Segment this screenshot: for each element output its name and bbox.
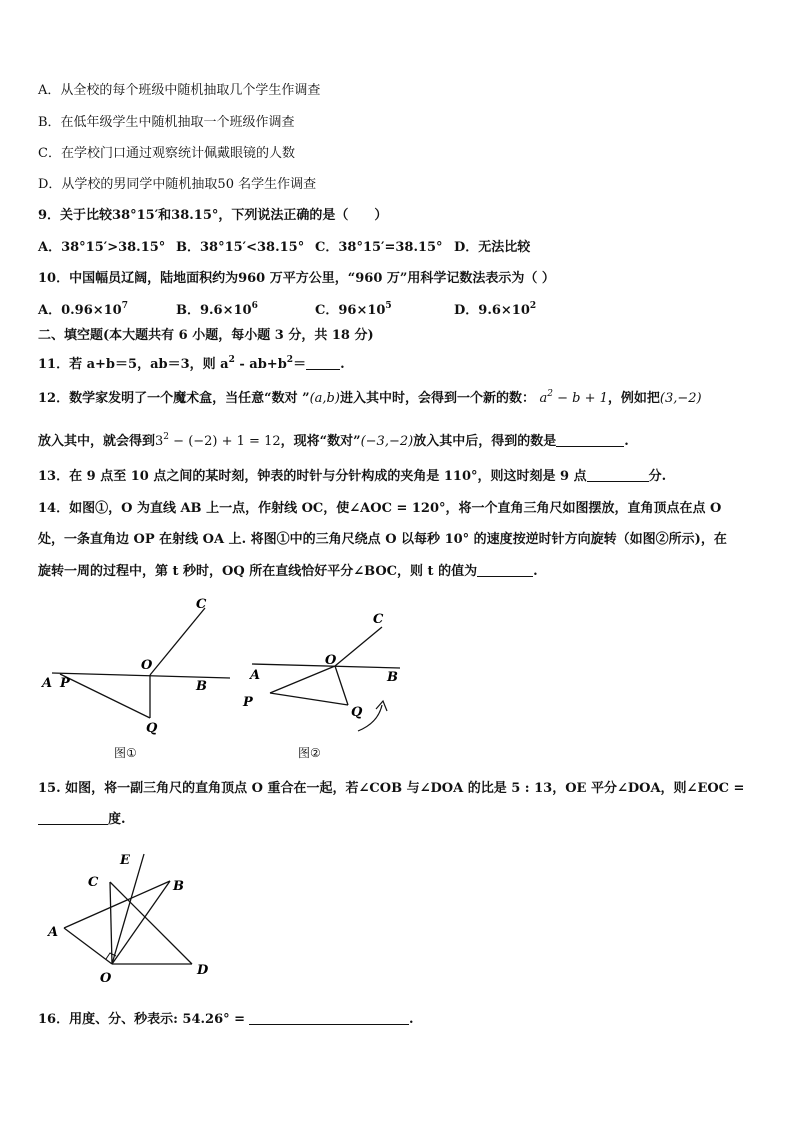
q9-option-b: B．38°15′<38.15° bbox=[176, 240, 305, 255]
fig15-label-c: C bbox=[88, 875, 99, 890]
fig15-label-o: O bbox=[100, 971, 112, 983]
q13-answer-blank[interactable] bbox=[587, 467, 649, 482]
fig2-label-q: Q bbox=[351, 705, 363, 720]
q9-option-a: A．38°15′>38.15° bbox=[38, 240, 166, 255]
fig2-label-a: A bbox=[250, 668, 261, 683]
q9-option-c: C．38°15′=38.15° bbox=[315, 240, 443, 255]
q10-option-a: A．$0.96\times 10^7$ bbox=[38, 301, 128, 318]
fig2-label-o: O bbox=[325, 653, 337, 668]
fig1-label-p: P bbox=[60, 676, 70, 691]
q14-line1: 14．如图①，O 为直线 AB 上一点，作射线 OC，使∠AOC = 120°，将一个直角三角尺如图摆放，直角顶点在点 O bbox=[38, 501, 722, 516]
fig2-label-c: C bbox=[373, 612, 384, 627]
q8-option-d: D．从学校的男同学中随机抽取50 名学生作调查 bbox=[38, 177, 317, 192]
fig15-label-a: A bbox=[48, 925, 59, 940]
q10-option-d: D．$9.6\times 10^2$ bbox=[454, 301, 537, 318]
q15-line1: 15. 如图，将一副三角尺的直角顶点 O 重合在一起，若∠COB 与∠DOA 的比是 5 : 13，OE 平分∠DOA，则∠EOC = bbox=[38, 781, 745, 796]
q8-option-c: C．在学校门口通过观察统计佩戴眼镜的人数 bbox=[38, 146, 295, 161]
fig1-label-c: C bbox=[196, 597, 207, 612]
q12-line1: 12．数学家发明了一个魔术盒，当任意“数对 ”(a,b)进入其中时，会得到一个新的数： $a^2 - b + 1$，例如把(3,−2) bbox=[38, 389, 702, 406]
q15-answer-blank[interactable] bbox=[38, 810, 108, 825]
q9-option-d: D．无法比较 bbox=[454, 240, 531, 255]
q8-option-a: A．从全校的每个班级中随机抽取几个学生作调查 bbox=[38, 83, 321, 98]
fig1-label-o: O bbox=[141, 658, 153, 673]
fig1-label-a: A bbox=[42, 676, 53, 691]
fig2-label-p: P bbox=[243, 695, 253, 710]
q14-answer-blank[interactable] bbox=[477, 562, 533, 577]
q14-line2: 处，一条直角边 OP 在射线 OA 上. 将图①中的三角尺绕点 O 以每秒 10° 的速度按逆时针方向旋转（如图②所示)，在 bbox=[38, 532, 727, 547]
q9-stem: 9．关于比较38°15′和38.15°，下列说法正确的是（ ） bbox=[38, 208, 388, 223]
q15-line2: 度. bbox=[38, 810, 126, 829]
q8-option-b: B．在低年级学生中随机抽取一个班级作调查 bbox=[38, 115, 295, 130]
q10-option-c: C．$96\times 10^5$ bbox=[315, 301, 392, 318]
section-header-fill-in: 二、填空题(本大题共有 6 小题，每小题 3 分，共 18 分) bbox=[38, 328, 374, 343]
fig15-label-b: B bbox=[173, 879, 184, 894]
fig15-label-d: D bbox=[197, 963, 209, 978]
q15-figure bbox=[40, 848, 230, 983]
q14-figure-2 bbox=[240, 605, 420, 745]
fig2-label-b: B bbox=[387, 670, 398, 685]
q14-fig2-caption: 图② bbox=[298, 746, 321, 760]
q11: 11．若 a+b＝5，ab＝3，则 $a^2 - ab+b^2=$ . bbox=[38, 355, 345, 372]
q10-stem: 10．中国幅员辽阔，陆地面积约为960 万平方公里，“960 万”用科学记数法表示为（ ） bbox=[38, 271, 555, 286]
q10-option-b: B．$9.6\times 10^6$ bbox=[176, 301, 258, 318]
q11-answer-blank[interactable] bbox=[306, 355, 340, 370]
q14-line3: 旋转一周的过程中，第 t 秒时，OQ 所在直线恰好平分∠BOC，则 t 的值为 . bbox=[38, 564, 538, 579]
q12-answer-blank[interactable] bbox=[556, 432, 624, 447]
fig15-label-e: E bbox=[120, 853, 130, 868]
fig1-label-b: B bbox=[196, 679, 207, 694]
q12-line2: 放入其中，就会得到$3^2 - (-2) + 1 = 12$，现将“数对”(−3,−2)放入其中后，得到的数是 . bbox=[38, 432, 629, 449]
q16: 16．用度、分、秒表示: 54.26° = . bbox=[38, 1012, 414, 1027]
fig1-label-q: Q bbox=[146, 721, 158, 736]
q14-figure-1 bbox=[30, 590, 230, 765]
q13: 13．在 9 点至 10 点之间的某时刻，钟表的时针与分针构成的夹角是 110°，则这时刻是 9 点 分. bbox=[38, 469, 667, 484]
q14-fig1-caption: 图① bbox=[114, 746, 137, 760]
q16-answer-blank[interactable] bbox=[249, 1010, 409, 1025]
